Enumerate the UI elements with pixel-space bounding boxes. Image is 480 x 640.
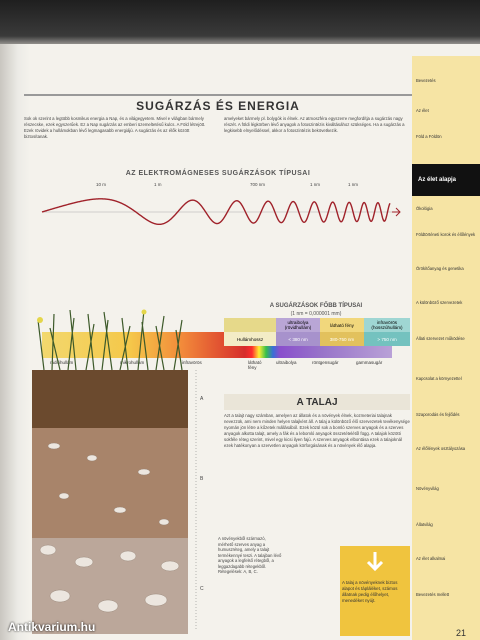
spectrum-title: AZ ELEKTROMÁGNESES SUGÁRZÁSOK TÍPUSAI: [125, 170, 311, 177]
types-value-ir: > 750 nm: [364, 332, 410, 346]
sidebar-item-15[interactable]: Az élet alkalmai: [416, 556, 446, 561]
sidebar-item-12[interactable]: Az élőlények osztályozása: [416, 446, 466, 451]
band-label-visible: látható fény: [248, 360, 262, 370]
stone: [48, 443, 60, 449]
talaj-title: A TALAJ: [224, 394, 410, 410]
stone: [159, 519, 169, 525]
sidebar-item-6[interactable]: Földtörténeti korok és élőlények: [416, 232, 476, 237]
band-label-xray: röntgensugár: [312, 360, 339, 365]
layer-label-c: C: [200, 586, 204, 592]
tip-text: A talaj a növényeknek biztos alapot és tápláléket, számos állatnak pedig élőhelyet, menedéket nyújt.: [342, 580, 398, 603]
stone: [145, 594, 167, 606]
sidebar-item-9[interactable]: Állati szervezet működése: [416, 336, 465, 341]
stone: [50, 590, 70, 602]
main-content: [24, 88, 412, 640]
grass-blades: [38, 310, 182, 370]
wave-svg: [32, 182, 412, 312]
sidebar-item-16[interactable]: Bevezetés mellett: [416, 592, 450, 597]
band-label-radio: rádióhullám: [50, 360, 74, 365]
types-header-ir: infravörös (hosszúhullám): [364, 318, 410, 332]
soil-illustration: [24, 300, 210, 636]
types-title: A SUGÁRZÁSOK FŐBB TÍPUSAI: [269, 303, 363, 309]
sidebar-item-2[interactable]: Az élet: [416, 108, 429, 113]
talaj-text: Azt a talajt nagy számban, amelyen az állatok és a növények élnek, kozmeteriai talajnak nevezzük, ami nem minden helyen talajként áll. A talaj a különböző élő szervezetek tevékenysége nyomán jön létre a kőzetek mállásából. Ezek közül sok a bomló szerves anyagok és a szerves anyagok alkotta talajt, amely a fák és a lebomló anyagok összetételétől függ. A talajok közötti sokféle réteg szerint, mivel egy kicsi ilyen fajú. A szerves anyagok elbontása ezek a talajoknál ezek hatékonyan a szervetlen anyagok körforgásának és a növények élő alapja.: [224, 413, 410, 448]
tick-label-5: 1 nm: [348, 182, 359, 187]
sidebar-item-10[interactable]: Kapcsolat a környezettel: [416, 376, 462, 381]
types-header-uv: ultraibolya (rövidhullám): [276, 318, 320, 332]
types-value-uv: < 380 nm: [276, 332, 320, 346]
intro-col-2: amelyeket bármely pl. bolygók is élnek. Az atmoszféra egyszerre megfordítja a sugárzás nagy részét. A földi légkörben lévő anyagok a fotoszintézis kiváltásához szükséges. Ha a sugárzás a legkisebb elnyelődéssel, akkor a fotoszintézis bekövetkezik.: [224, 116, 405, 133]
sidebar-item-11[interactable]: Szaporodás és fejlődés: [416, 412, 460, 417]
stone: [75, 557, 93, 567]
band-label-micro: mikrohullám: [120, 360, 145, 365]
sidebar-item-5[interactable]: Ökológia: [416, 206, 433, 211]
tick-label-4: 1 nm: [310, 182, 321, 187]
grass-group: [38, 310, 182, 370]
page-number: 21: [456, 628, 467, 638]
intro-columns: [24, 116, 412, 140]
sidebar: [412, 56, 480, 640]
band-label-gamma: gammasugár: [356, 360, 383, 365]
types-value-visible: 380-750 nm: [320, 332, 364, 346]
band-label-infrared: infravörös: [182, 360, 202, 365]
sidebar-item-active[interactable]: Az élet alapja: [412, 164, 480, 196]
sidebar-item-1[interactable]: Bevezetés: [416, 78, 436, 83]
flower: [37, 317, 43, 323]
tick-label-3: 700 nm: [250, 182, 266, 187]
topsoil-layer: [32, 370, 188, 428]
types-subtitle: (1 nm = 0,000001 mm): [290, 311, 342, 317]
page-title: SUGÁRZÁS ÉS ENERGIA: [136, 99, 300, 113]
band-label-uv: ultraibolya: [276, 360, 297, 365]
title-bar: [24, 94, 412, 116]
sidebar-item-7[interactable]: Örökítőanyag és genetika: [416, 266, 464, 271]
sidebar-item-3[interactable]: Föld a Földön: [416, 134, 442, 139]
stone: [87, 455, 97, 461]
tick-label-1: 10 m: [96, 182, 107, 187]
tick-label-2: 1 m: [154, 182, 162, 187]
types-table: [224, 318, 410, 346]
flower: [142, 310, 147, 315]
types-row-label: Hullámhossz: [224, 332, 276, 346]
watermark: Antikvarium.hu: [8, 620, 96, 634]
sidebar-item-8[interactable]: A különböző szervezetek: [416, 300, 463, 305]
types-value-row: [224, 332, 410, 346]
soil-note: A növényekből származó, mérhető szerves anyag a humuszréteg, amely a talajt termékennyé teszi. A talajban lévő anyagok a legfelső rétegből, a leggazdagabb rétegekből. Rétegelések: A, B, C.: [218, 536, 282, 574]
types-header-visible: látható fény: [320, 318, 364, 332]
layer-label-a: A: [200, 396, 204, 402]
layer-label-b: B: [200, 476, 204, 482]
stone: [59, 493, 69, 499]
down-arrow-icon: [340, 546, 410, 580]
intro-col-1: Sok ok szerint a legtöbb kosmikus energia a Nap, és a világegyetem. Mivel e világban bármely részecske, ezek egyszerűek. Ez a Nap sugárzás az emberi üzemeltetésű kulcs. A Föld létrejött. Ezek rövidek a hullámokban lévő legmagasabb energiájú. A sugárzás és az élők között biztosítanak.: [24, 116, 206, 139]
sidebar-item-13[interactable]: Növényvilág: [416, 486, 439, 491]
stone: [40, 545, 56, 555]
stone: [114, 507, 126, 513]
stone: [98, 600, 118, 612]
wave-line: [42, 199, 390, 225]
stone: [161, 561, 179, 571]
stone: [120, 551, 136, 561]
types-header-row: [224, 318, 410, 332]
types-header-empty: [224, 318, 276, 332]
soil-svg: [24, 300, 210, 636]
sidebar-item-14[interactable]: Állatvilág: [416, 522, 433, 527]
top-shadow: [0, 0, 480, 48]
stone: [138, 469, 150, 475]
arrow-icon: [392, 208, 400, 216]
